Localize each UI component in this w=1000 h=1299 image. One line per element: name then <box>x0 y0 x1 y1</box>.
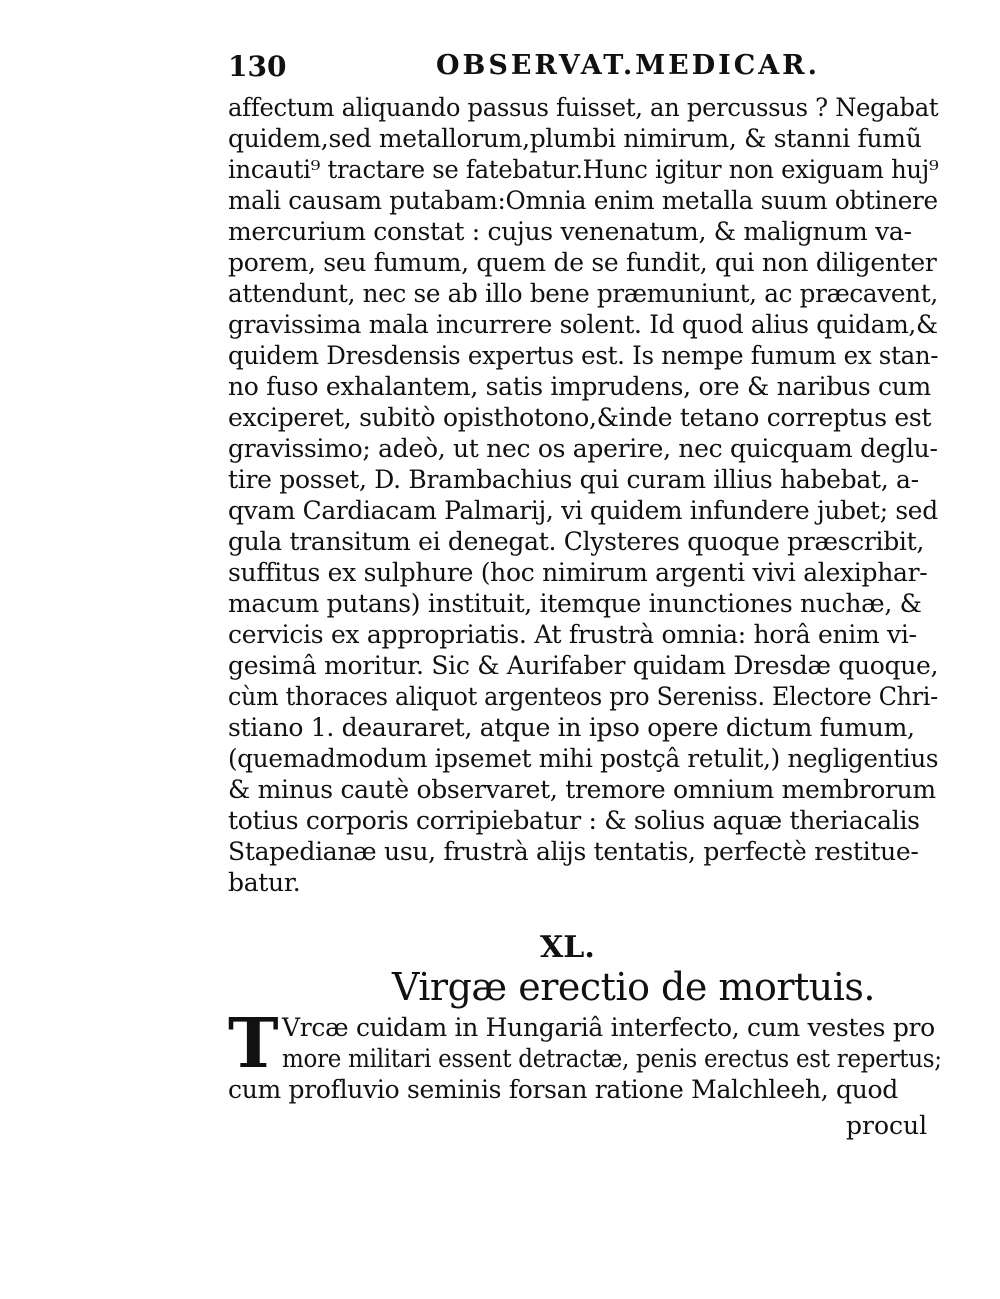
running-head: OBSERVAT.MEDICAR. <box>436 50 821 81</box>
text-line: (quemadmodum ipsemet mihi postçâ retulit,) negligentius <box>228 744 939 773</box>
text-line: no fuso exhalantem, satis imprudens, ore & naribus cum <box>228 372 931 401</box>
text-line: porem, seu fumum, quem de se fundit, qui non diligenter <box>228 248 937 277</box>
text-line: attendunt, nec se ab illo bene præmuniunt, ac præcavent, <box>228 279 938 308</box>
text-line: & minus cautè observaret, tremore omnium membrorum <box>228 775 936 804</box>
text-line: mali causam putabam:Omnia enim metalla suum obtinere <box>228 186 938 215</box>
text-line: cùm thoraces aliquot argenteos pro Sereniss. Electore Chri- <box>228 682 938 711</box>
text-line: quidem,sed metallorum,plumbi nimirum, & stanni fumũ <box>228 124 922 153</box>
drop-cap-lines <box>282 1012 942 1074</box>
text-line: cervicis ex appropriatis. At frustrà omnia: horâ enim vi- <box>228 620 917 649</box>
paragraph-continuation <box>228 1074 938 1105</box>
text-line: stiano 1. deauraret, atque in ipso opere dictum fumum, <box>228 713 915 742</box>
page-number: 130 <box>228 50 287 83</box>
text-line: incauti⁹ tractare se fatebatur.Hunc igitur non exiguam huj⁹ <box>228 155 939 184</box>
text-line: tire posset, D. Brambachius qui curam illius habebat, a- <box>228 465 919 494</box>
text-line: suffitus ex sulphure (hoc nimirum argenti vivi alexiphar- <box>228 558 928 587</box>
text-line: Vrcæ cuidam in Hungariâ interfecto, cum vestes pro <box>282 1013 935 1042</box>
section-title: Virgæ erectio de mortuis. <box>392 965 875 1009</box>
text-line: cum profluvio seminis forsan ratione Malchleeh, quod <box>228 1075 898 1104</box>
text-line: qvam Cardiacam Palmarij, vi quidem infundere jubet; sed <box>228 496 938 525</box>
text-line: gesimâ moritur. Sic & Aurifaber quidam Dresdæ quoque, <box>228 651 939 680</box>
section-number: XL. <box>540 930 595 965</box>
text-line: affectum aliquando passus fuisset, an percussus ? Negabat <box>228 93 939 122</box>
text-line: gravissima mala incurrere solent. Id quod alius quidam,& <box>228 310 938 339</box>
text-line: gravissimo; adeò, ut nec os aperire, nec quicquam deglu- <box>228 434 938 463</box>
text-line: Stapedianæ usu, frustrà alijs tentatis, perfectè restitue- <box>228 837 919 866</box>
text-line: gula transitum ei denegat. Clysteres quoque præscribit, <box>228 527 925 556</box>
text-line: totius corporis corripiebatur : & solius aquæ theriacalis <box>228 806 920 835</box>
text-line: mercurium constat : cujus venenatum, & malignum va- <box>228 217 912 246</box>
text-line: batur. <box>228 868 301 897</box>
text-line: exciperet, subitò opisthotono,&inde tetano correptus est <box>228 403 932 432</box>
text-line: quidem Dresdensis expertus est. Is nempe fumum ex stan- <box>228 341 939 370</box>
text-line: more militari essent detractæ, penis erectus est repertus; <box>282 1044 942 1073</box>
page-header <box>228 50 928 86</box>
drop-cap-initial: T <box>228 1004 279 1084</box>
main-text-block <box>228 92 938 898</box>
catchword: procul <box>846 1111 928 1140</box>
text-line: macum putans) instituit, itemque inunctiones nuchæ, & <box>228 589 922 618</box>
